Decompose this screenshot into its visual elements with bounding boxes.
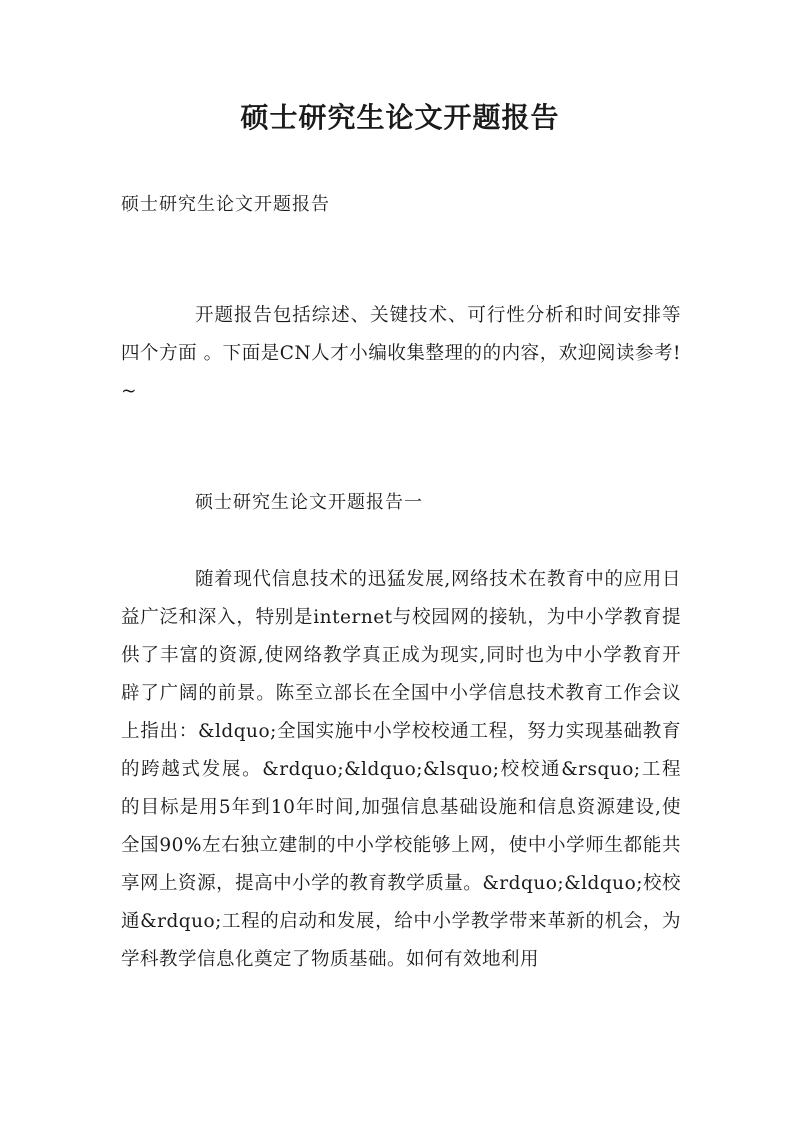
- document-subtitle: 硕士研究生论文开题报告: [121, 194, 330, 215]
- section-heading: 硕士研究生论文开题报告一: [195, 492, 423, 513]
- body-paragraph: 随着现代信息技术的迅猛发展,网络技术在教育中的应用日益广泛和深入，特别是internet与校园网的接轨，为中小学教育提供了丰富的资源,使网络教学真正成为现实,同时也为中小学教育开辟了广阔的前景。陈至立部长在全国中小学信息技术教育工作会议上指出：&ldquo;全国实施中小学校校通工程，努力实现基础教育的跨越式发展。&rdquo;&ldquo;&lsquo;校校通&rsquo;工程的目标是用5年到10年时间,加强信息基础设施和信息资源建设,使全国90%左右独立建制的中小学校能够上网，使中小学师生都能共享网上资源，提高中小学的教育教学质量。&rdquo;&ldquo;校校通&rdquo;工程的启动和发展，给中小学教学带来革新的机会，为学科教学信息化奠定了物质基础。如何有效地利用: [121, 569, 681, 970]
- document-title: 硕士研究生论文开题报告: [240, 101, 560, 134]
- intro-paragraph: 开题报告包括综述、关键技术、可行性分析和时间安排等四个方面 。下面是CN人才小编收集整理的的内容，欢迎阅读参考!~: [121, 305, 681, 402]
